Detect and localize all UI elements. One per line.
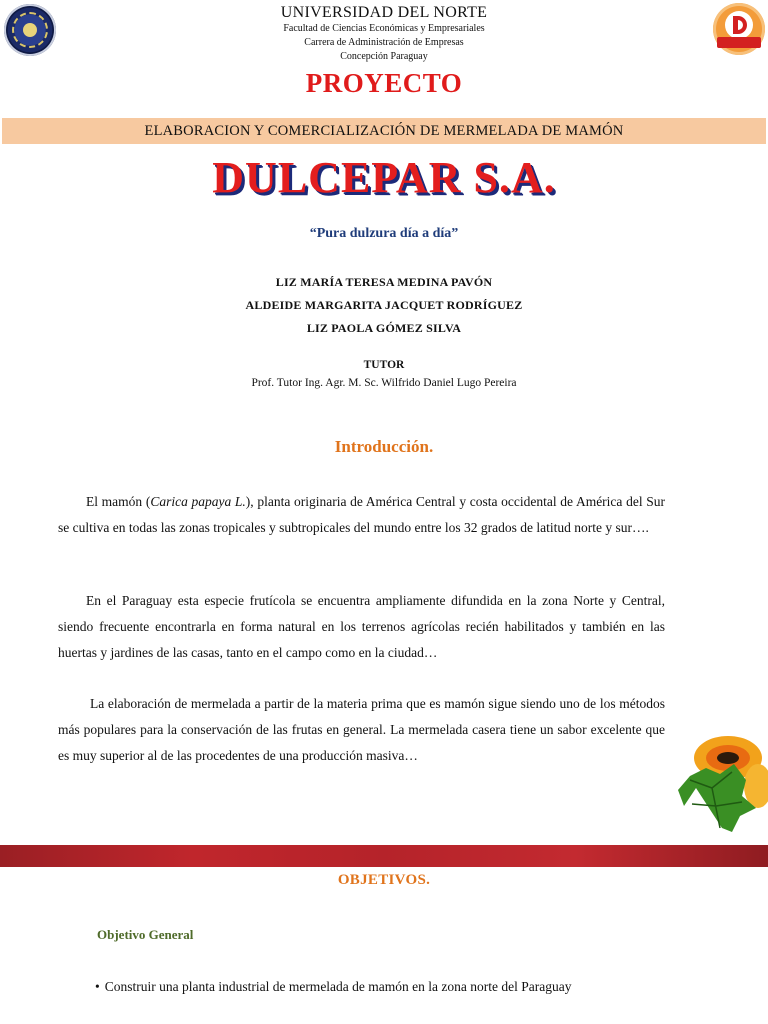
career-name: Carrera de Administración de Empresas bbox=[304, 37, 464, 48]
scientific-name: Carica papaya L. bbox=[150, 494, 246, 509]
author-name: LIZ MARÍA TERESA MEDINA PAVÓN bbox=[275, 275, 493, 289]
bullet-icon: • bbox=[95, 979, 100, 994]
slogan: “Pura dulzura día a día” bbox=[309, 226, 459, 241]
project-title: PROYECTO bbox=[305, 68, 463, 98]
project-subtitle: ELABORACION Y COMERCIALIZACIÓN DE MERMELADA DE MAMÓN bbox=[144, 123, 624, 139]
intro-paragraph-2 bbox=[58, 588, 665, 666]
company-name: DULCEPAR S.A. bbox=[212, 153, 556, 202]
intro-paragraph-1 bbox=[58, 489, 665, 541]
papaya-fruit-icon bbox=[676, 728, 768, 840]
author-name: LIZ PAOLA GÓMEZ SILVA bbox=[306, 321, 462, 335]
p1-text-end: ), planta originaria de América Central y costa occidental de América del Sur se cultiva en todas las zonas tropicales y subtropicales del mundo entre los 32 grados de latitud norte y sur…. bbox=[58, 494, 665, 535]
p2-text: En el Paraguay esta especie frutícola se encuentra ampliamente difundida en la zona Norte y Central, siendo frecuente encontrarla en forma natural en los terrenos agrícolas recién habilitados y también en las huertas y jardines de las casas, tanto en el campo como en la ciudad… bbox=[58, 593, 665, 660]
faculty-name: Facultad de Ciencias Económicas y Empresariales bbox=[283, 23, 485, 34]
tutor-name: Prof. Tutor Ing. Agr. M. Sc. Wilfrido Daniel Lugo Pereira bbox=[251, 377, 517, 389]
p1-text-start: El mamón ( bbox=[86, 494, 151, 509]
objective-list-item bbox=[95, 979, 571, 995]
p3-text: La elaboración de mermelada a partir de la materia prima que es mamón sigue siendo uno de los métodos más populares para la conservación de las frutas en general. La mermelada casera tiene un sabor excelente que es muy superior al de las procedentes de una producción masiva… bbox=[58, 696, 665, 763]
author-name: ALDEIDE MARGARITA JACQUET RODRÍGUEZ bbox=[245, 298, 523, 312]
university-name: UNIVERSIDAD DEL NORTE bbox=[280, 4, 488, 21]
objectives-heading: OBJETIVOS. bbox=[337, 872, 431, 888]
location: Concepción Paraguay bbox=[340, 51, 428, 62]
objective-text: Construir una planta industrial de mermelada de mamón en la zona norte del Paraguay bbox=[104, 979, 572, 994]
section-divider bbox=[0, 845, 768, 867]
tutor-label: TUTOR bbox=[363, 359, 405, 371]
general-objective-label: Objetivo General bbox=[97, 927, 194, 942]
intro-paragraph-3 bbox=[58, 691, 665, 769]
papaya-seeds bbox=[717, 752, 739, 764]
introduction-heading: Introducción. bbox=[334, 437, 434, 456]
